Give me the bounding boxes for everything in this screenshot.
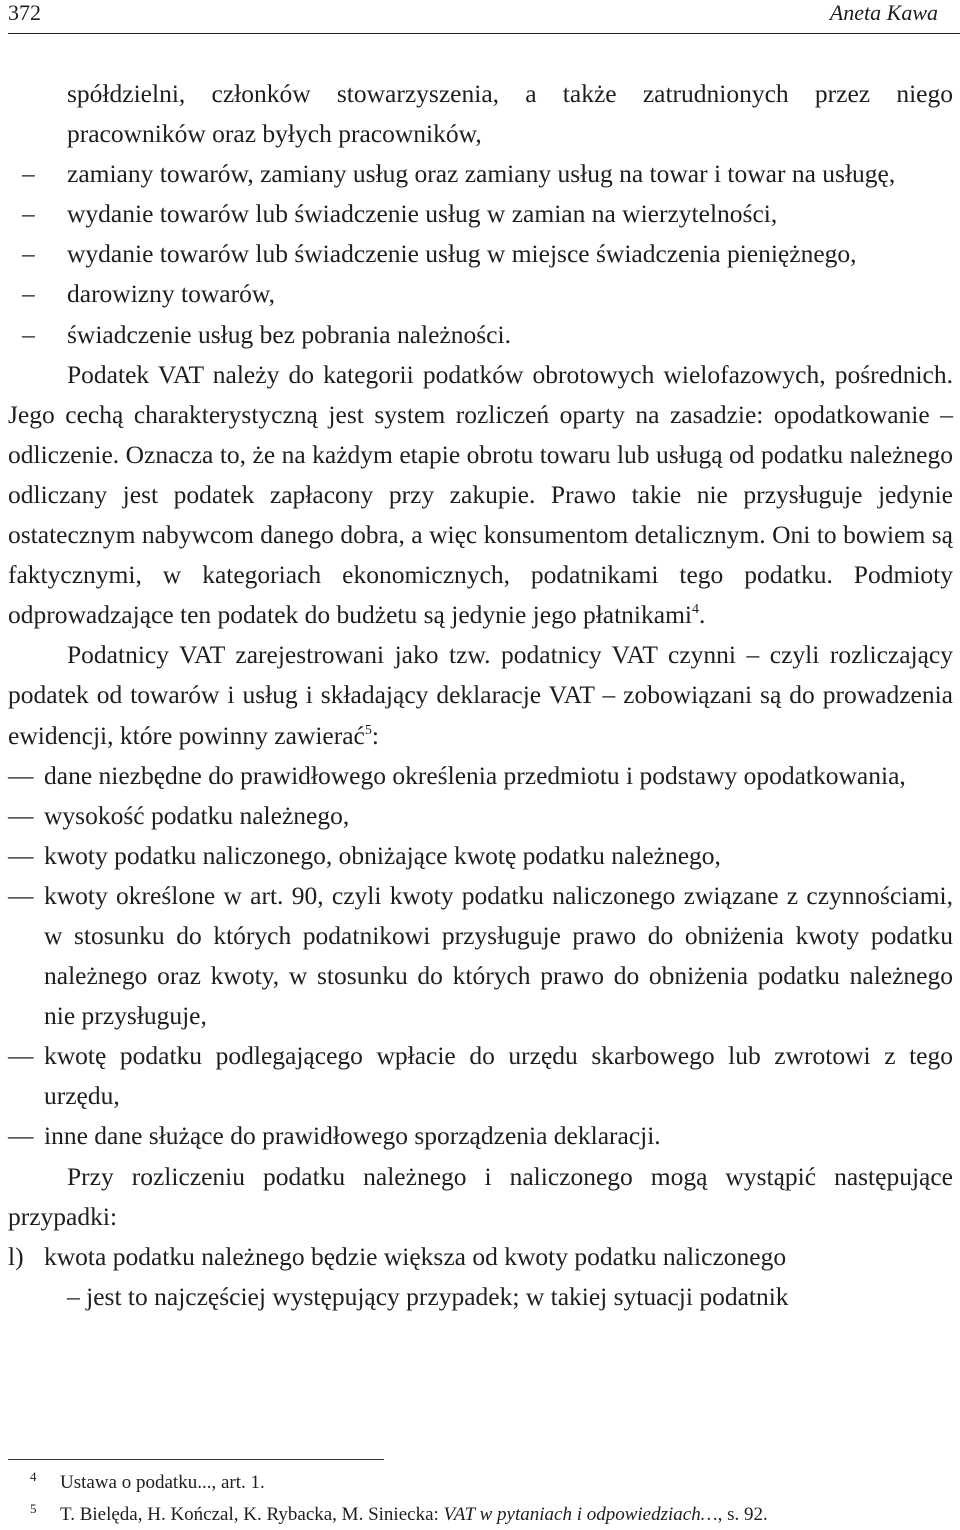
list-item-text: wysokość podatku należnego, [44,800,350,830]
list-item [8,274,953,314]
list-item-text: wydanie towarów lub świadczenie usług w miejsce świadczenia pieniężnego, [67,239,857,269]
list-dash: – [22,279,35,309]
list-item-text: kwoty określone w art. 90, czyli kwoty podatku naliczonego związane z czynnościami, w stosunku do których podatnikowi przysługuje prawo do obniżenia kwoty podatku należnego oraz kwoty, w stosunku do których prawo do obniżenia podatku należnego nie przysługuje, [44,880,953,1031]
footnote-number: 5 [30,1501,37,1516]
footnote-ref[interactable]: 4 [692,602,700,618]
footnote-number: 4 [30,1469,37,1484]
list-item-text: kwotę podatku podlegającego wpłacie do urzędu skarbowego lub zwrotowi z tego urzędu, [44,1041,953,1111]
header-rule [8,33,960,34]
list-item [8,876,953,1036]
list-item-text: wydanie towarów lub świadczenie usług w zamian na wierzytelności, [67,199,778,229]
list-item [8,315,953,355]
list-continuation: spółdzielni, członków stowarzyszenia, a także zatrudnionych przez niego pracowników oraz byłych pracowników, [67,79,953,149]
list-dash: — [8,1121,34,1151]
list-item [8,154,953,194]
list-dash: – [22,319,35,349]
paragraph-text: Podatnicy VAT zarejestrowani jako tzw. podatnicy VAT czynni – czyli rozliczający podatek od towarów i usług i składający deklaracje VAT – zobowiązani są do prowadzenia ewidencji, które powinny zawierać [8,640,953,750]
list-dash: – [22,199,35,229]
list-dash: — [8,1041,34,1071]
main-text [8,74,953,1317]
footnote-ref[interactable]: 5 [364,722,372,738]
list-item-text: świadczenie usług bez pobrania należności. [67,319,511,349]
paragraph-settlement-cases: Przy rozliczeniu podatku należnego i naliczonego mogą wystąpić następujące przypadki: [8,1161,953,1231]
footnote-rule [8,1459,384,1460]
paragraph-text: Podatek VAT należy do kategorii podatków obrotowych wielofazowych, pośrednich. Jego cechą charakterystyczną jest system rozliczeń oparty na zasadzie: opodatkowanie – odliczenie. Oznacza to, że na każdym etapie obrotu towaru lub usługą od podatku należnego odliczany jest podatek zapłacony przy zakupie. Prawo takie nie przysługuje jedynie ostatecznym nabywcom danego dobra, a więc konsumentom detalicznym. Oni to bowiem są faktycznymi, w kategoriach ekonomicznych, podatnikami tego podatku. Podmioty odprowadzające ten podatek do budżetu są jedynie jego płatnikami [8,359,953,630]
list-item [8,796,953,836]
running-head: Aneta Kawa [829,0,938,25]
numbered-item [8,1237,953,1277]
footnote-text [60,1502,768,1528]
list-item-text: inne dane służące do prawidłowego sporządzenia deklaracji. [44,1121,661,1151]
punctuation: : [371,720,379,750]
list-item [8,1036,953,1116]
footnote-page: , s. 92. [717,1504,768,1525]
page-header [8,0,952,30]
footnote-title: VAT w pytaniach i odpowiedziach… [443,1504,718,1525]
list-dash: — [8,880,34,910]
footnote-text: Ustawa o podatku..., art. 1. [60,1472,265,1493]
item-marker: l) [8,1241,24,1271]
list-item [8,756,953,796]
list-dash: — [8,760,34,790]
numbered-item-text: kwota podatku należnego będzie większa od kwoty podatku naliczonego [44,1241,787,1271]
list-item-text: darowizny towarów, [67,279,275,309]
list-item-text: kwoty podatku naliczonego, obniżające kwotę podatku należnego, [44,840,721,870]
list-dash: – [22,239,35,269]
paragraph-vat-nature [8,355,953,636]
list-dash: – [22,159,35,189]
list-item [8,234,953,274]
list-item-text: zamiany towarów, zamiany usług oraz zamiany usług na towar i towar na usługę, [67,159,896,189]
footnote-authors: T. Bielęda, H. Kończal, K. Rybacka, M. Siniecka: [60,1504,444,1525]
list-item-text: dane niezbędne do prawidłowego określenia przedmiotu i podstawy opodatkowania, [44,760,906,790]
list-dash: — [8,840,34,870]
punctuation: . [699,600,706,630]
page-number: 372 [8,0,41,25]
list-dash: — [8,800,34,830]
list-item [8,836,953,876]
list-item [8,1116,953,1156]
list-item [8,194,953,234]
continuation-line: – jest to najczęściej występujący przypadek; w takiej sytuacji podatnik [67,1281,789,1311]
paragraph-registered-taxpayers [8,635,953,755]
